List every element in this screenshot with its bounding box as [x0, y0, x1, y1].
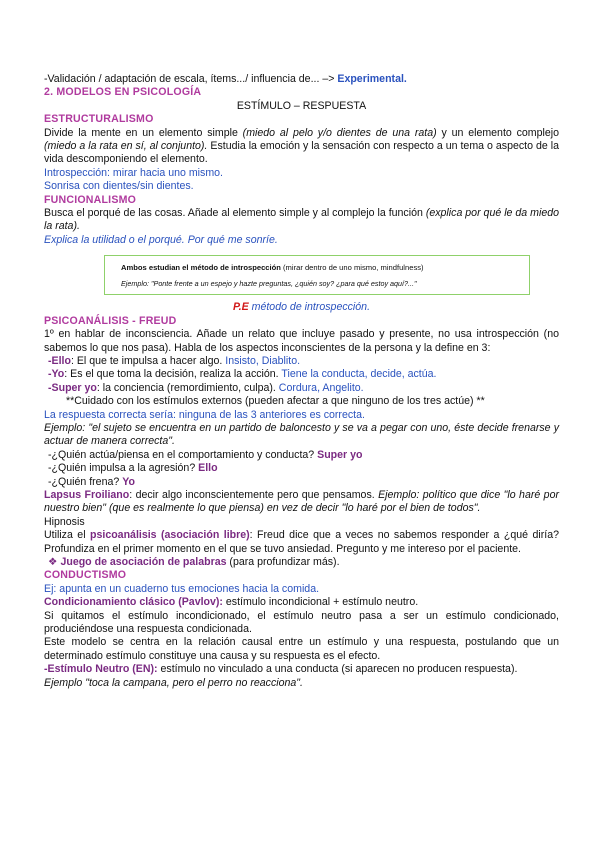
condicionamiento-line: Condicionamiento clásico (Pavlov): estímulo incondicional + estímulo neutro.	[44, 596, 419, 609]
psicoanalisis-paragraph: 1º en hablar de inconsciencia. Añade un relato que incluye pasado y presente, no usa introspección (no sabemos lo que nos pasa). Habla de los aspectos inconscientes de la persona y la define en 3:	[44, 328, 559, 354]
section-title: 2. MODELOS EN PSICOLOGÍA	[44, 86, 202, 99]
document-page	[44, 73, 559, 690]
conductismo-paragraph-2: Este modelo se centra en la relación causal entre un estímulo y una respuesta, postulando que un determinado estímulo constituye una causa y su respuesta es el efecto.	[44, 636, 559, 662]
ello-line: -Ello: El que te impulsa a hacer algo. Insisto, Diablito.	[48, 354, 301, 367]
question-3: -¿Quién frena? Yo	[48, 475, 135, 488]
estructuralismo-paragraph: Divide la mente en un elemento simple (miedo al pelo y/o dientes de una rata) y un elemento complejo (miedo a la rata en sí, al conjunto). Estudia la emoción y la sensación con respecto a un tema o aspecto de la vida descomponiendo el elemento.	[44, 126, 559, 166]
pe-line: P.E método de introspección.	[232, 301, 371, 314]
external-stimuli-note: **Cuidado con los estímulos externos (pueden afectar a que ninguno de los tres actúe) **	[66, 395, 485, 408]
superyo-line: -Super yo: la conciencia (remordimiento, culpa). Cordura, Angelito.	[48, 381, 364, 394]
hipnosis-line: Hipnosis	[44, 515, 85, 528]
estructuralismo-heading: ESTRUCTURALISMO	[44, 113, 154, 126]
funcionalismo-note: Explica la utilidad o el porqué. Por qué me sonríe.	[44, 233, 278, 246]
introspection-box	[104, 255, 530, 295]
estimulo-neutro-example: Ejemplo "toca la campana, pero el perro no reacciona".	[44, 676, 303, 689]
lapsus-paragraph: Lapsus Froiliano: decir algo inconscientemente pero que pensamos. Ejemplo: político que dice "lo haré por nuestro bien" (que es realmente lo que piensa) en vez de decir "lo haré por el bien de todos".	[44, 488, 559, 515]
diamond-bullet-icon: ❖	[48, 556, 58, 568]
conductismo-paragraph-1: Si quitamos el estímulo incondicionado, el estímulo neutro pasa a ser un estímulo condicionado, produciéndose una respuesta condicionada.	[44, 609, 559, 636]
box-line-2: Ejemplo: "Ponte frente a un espejo y hazte preguntas, ¿quién soy? ¿para qué estoy aquí?..."	[121, 279, 417, 289]
estimulo-neutro-line: -Estímulo Neutro (EN): estímulo no vinculado a una conducta (si aparecen no producen respuesta).	[44, 663, 518, 676]
conductismo-note: Ej: apunta en un cuaderno tus emociones hacia la comida.	[44, 582, 320, 595]
psicoanalisis-heading: PSICOANÁLISIS - FREUD	[44, 314, 177, 327]
validation-line: -Validación / adaptación de escala, ítems.../ influencia de... –> Experimental.	[44, 73, 407, 85]
box-line-1: Ambos estudian el método de introspección (mirar dentro de uno mismo, mindfulness)	[121, 263, 424, 273]
conductismo-heading: CONDUCTISMO	[44, 569, 127, 582]
experimental-highlight: Experimental.	[337, 73, 407, 85]
funcionalismo-paragraph: Busca el porqué de las cosas. Añade al elemento simple y al complejo la función (explica por qué le da miedo la rata).	[44, 207, 559, 233]
question-1: -¿Quién actúa/piensa en el comportamiento y conducta? Super yo	[48, 448, 363, 461]
correct-answer-note: La respuesta correcta sería: ninguna de las 3 anteriores es correcta.	[44, 408, 365, 421]
subtitle: ESTÍMULO – RESPUESTA	[236, 99, 367, 112]
estructuralismo-note-1: Introspección: mirar hacia uno mismo.	[44, 166, 223, 179]
question-2: -¿Quién impulsa a la agresión? Ello	[48, 462, 218, 475]
funcionalismo-heading: FUNCIONALISMO	[44, 193, 137, 206]
juego-line: ❖ Juego de asociación de palabras (para profundizar más).	[48, 556, 340, 568]
utiliza-paragraph: Utiliza el psicoanálisis (asociación libre): Freud dice que a veces no sabemos responder a ¿qué diría? Profundiza en el primer momento en el que se tuvo ansiedad. Pregunto y me intereso por el paciente.	[44, 529, 559, 555]
yo-line: -Yo: Es el que toma la decisión, realiza la acción. Tiene la conducta, decide, actúa.	[48, 368, 437, 381]
estructuralismo-note-2: Sonrisa con dientes/sin dientes.	[44, 180, 194, 193]
psicoanalisis-example: Ejemplo: "el sujeto se encuentra en un partido de baloncesto y se va a pegar con uno, éste decide frenarse y actuar de manera correcta".	[44, 421, 559, 448]
